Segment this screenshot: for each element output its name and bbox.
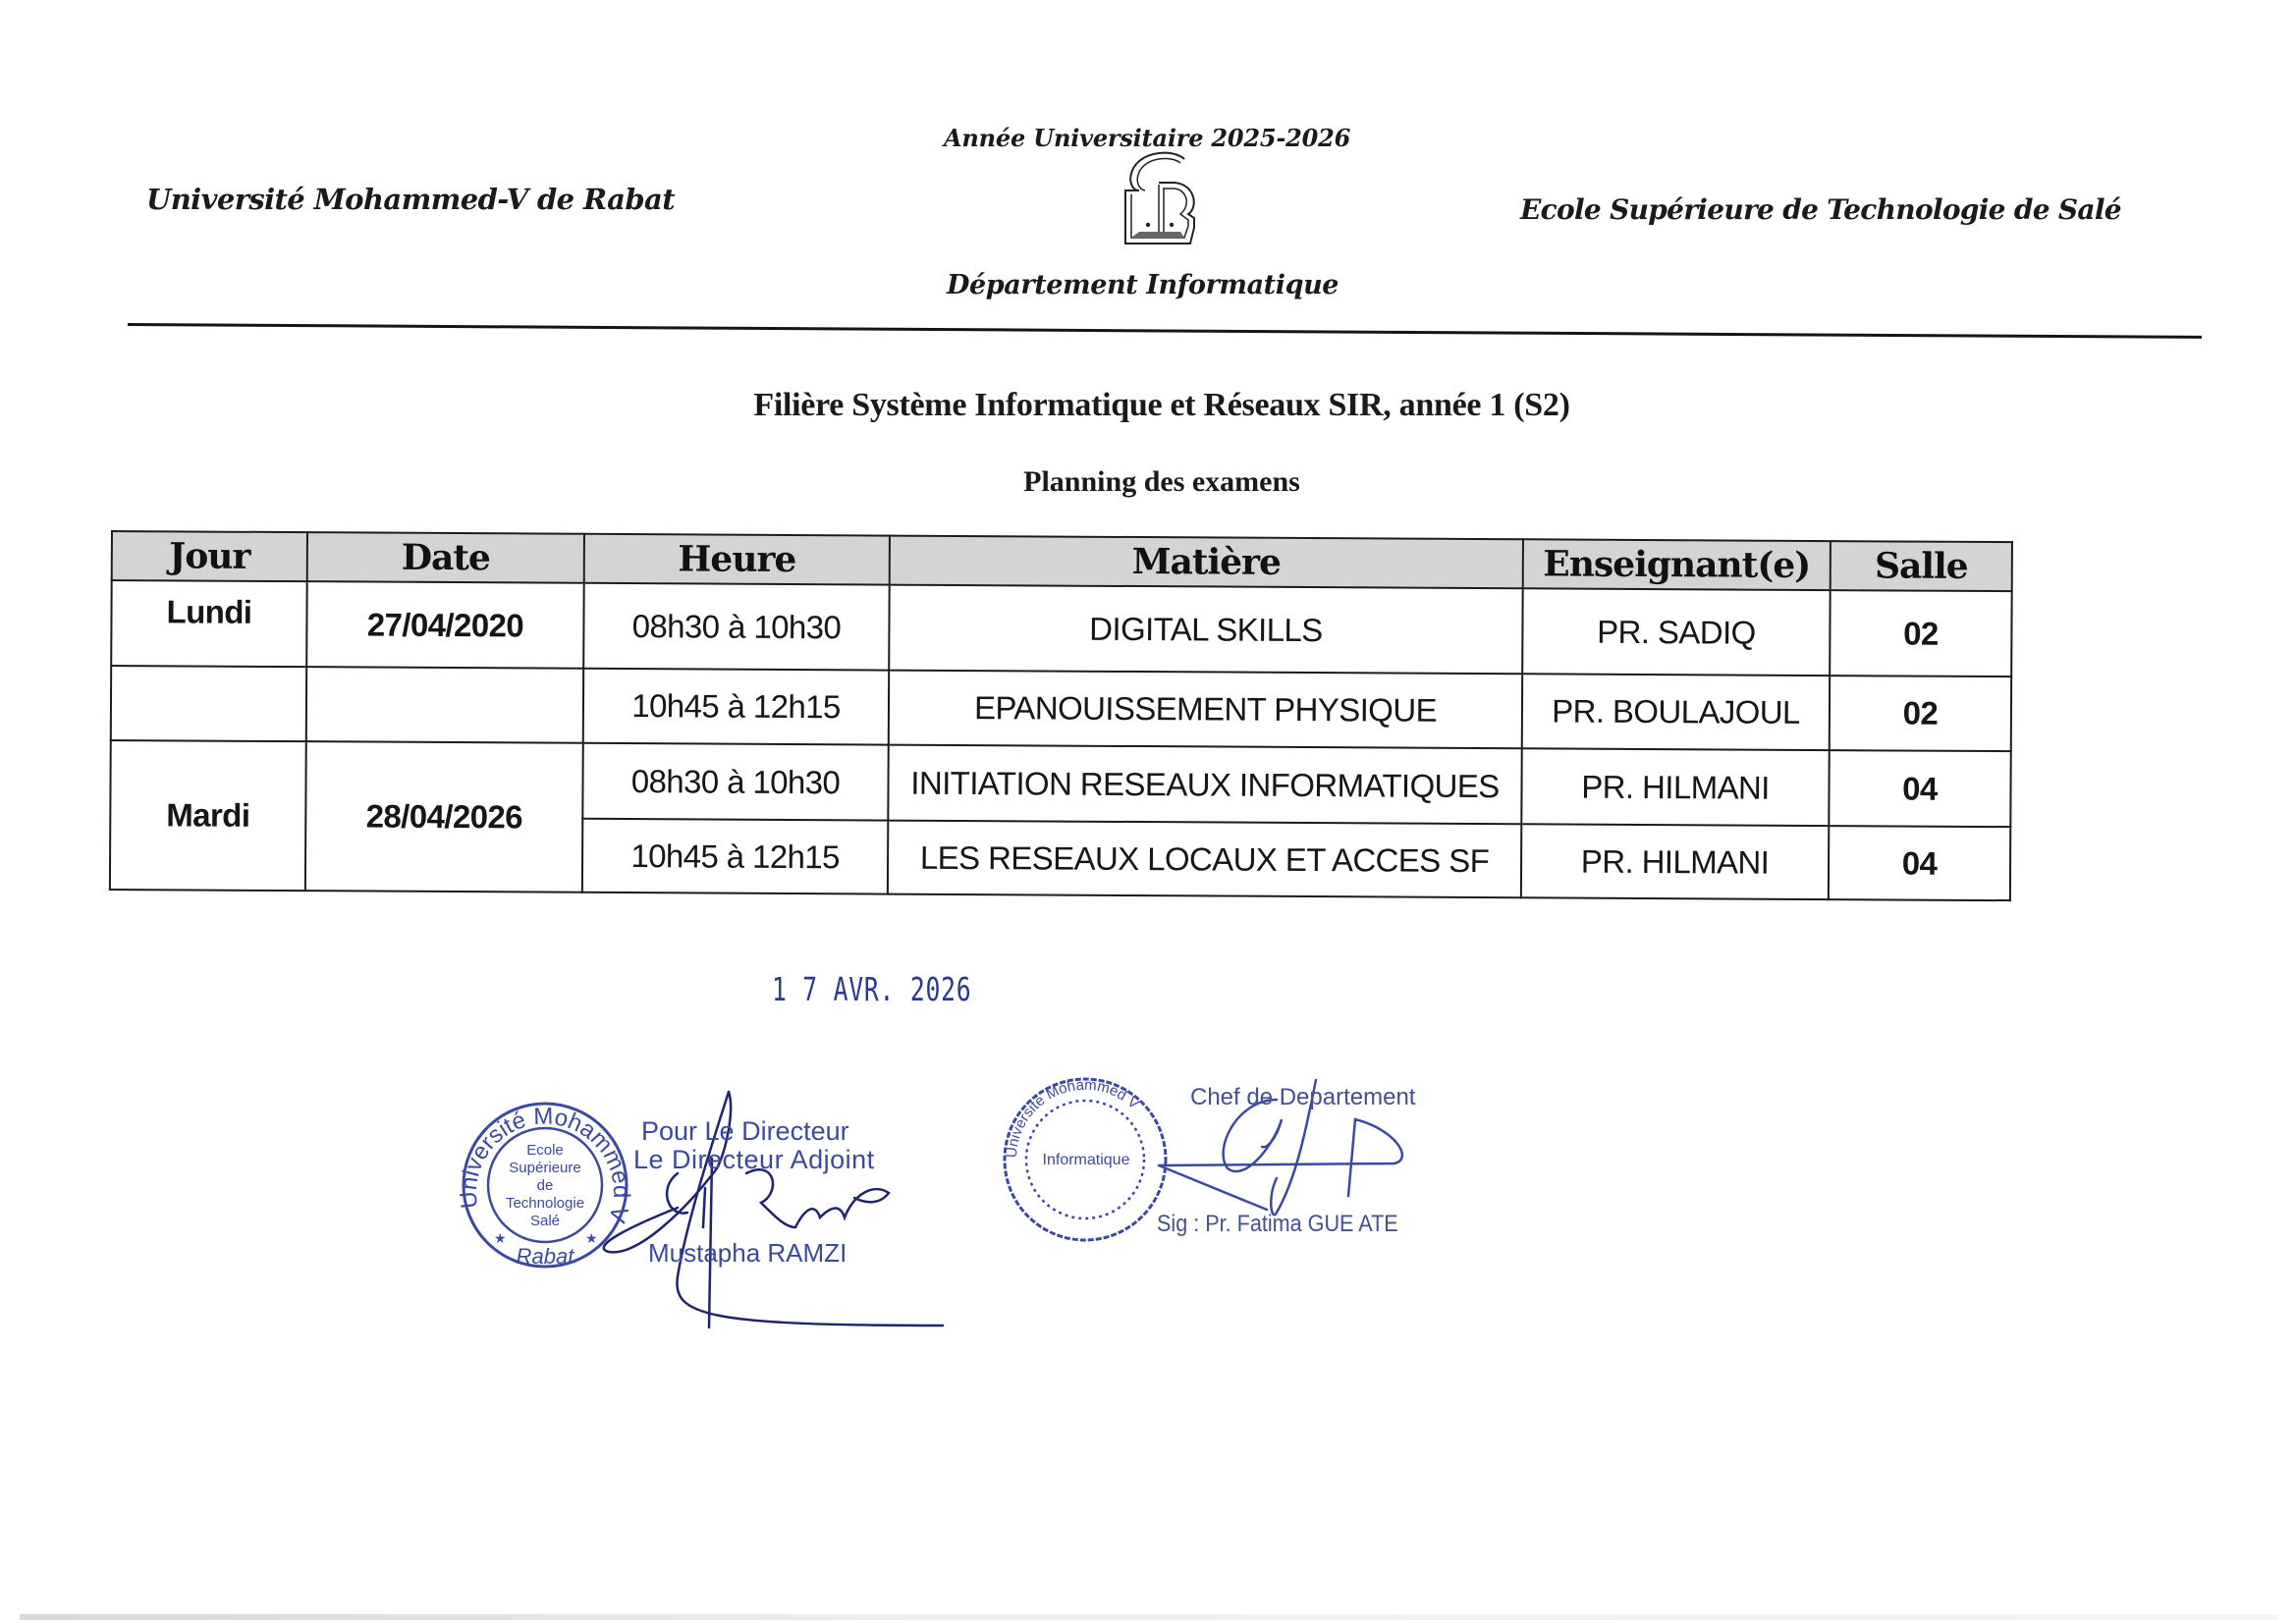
academic-year: Année Universitaire 2025-2026 xyxy=(944,124,1351,152)
table-row xyxy=(111,580,2011,676)
cell-salle: 04 xyxy=(1829,826,2010,900)
director-name: Mustapha RAMZI xyxy=(648,1238,847,1268)
cell-enseignant: PR. HILMANI xyxy=(1521,748,1829,826)
cell-date: 28/04/2026 xyxy=(305,741,583,893)
university-name: Université Mohammed-V de Rabat xyxy=(146,183,676,216)
received-date-stamp: 1 7 AVR. 2026 xyxy=(772,970,972,1008)
school-name: Ecole Supérieure de Technologie de Salé xyxy=(1520,193,2121,226)
program-title: Filière Système Informatique et Réseaux SIR, année 1 (S2) xyxy=(753,387,1570,423)
column-header-date: Date xyxy=(307,532,584,583)
director-title-line: Pour Le Directeur xyxy=(641,1116,849,1146)
school-logo-icon xyxy=(1120,149,1200,247)
seal-star-icon: ★ xyxy=(494,1231,507,1247)
seal-inner-line: Salé xyxy=(529,1213,561,1229)
seal-inner-line: Technologie xyxy=(505,1195,585,1212)
deputy-director-title-line: Le Directeur Adjoint xyxy=(633,1145,875,1174)
column-header-heure: Heure xyxy=(584,534,890,585)
seal-inner-line: Supérieure xyxy=(509,1160,581,1176)
director-seal-inner-text xyxy=(506,1142,584,1229)
cell-salle: 02 xyxy=(1830,676,2011,751)
cell-heure: 10h45 à 12h15 xyxy=(582,819,888,894)
cell-matiere: INITIATION RESEAUX INFORMATIQUES xyxy=(888,745,1521,825)
cell-jour: Mardi xyxy=(110,740,306,891)
cell-date xyxy=(306,667,583,743)
table-row xyxy=(111,666,2011,751)
scan-edge-shadow xyxy=(20,1614,2278,1620)
cell-matiere: LES RESEAUX LOCAUX ET ACCES SF xyxy=(888,821,1521,898)
page-subtitle: Planning des examens xyxy=(1023,465,1300,498)
seal-inner-line: Ecole xyxy=(526,1142,564,1159)
column-header-salle: Salle xyxy=(1831,541,2012,591)
seal-star-icon: ★ xyxy=(585,1231,598,1247)
cell-heure: 08h30 à 10h30 xyxy=(582,743,888,821)
cell-matiere: DIGITAL SKILLS xyxy=(889,585,1522,675)
cell-enseignant: PR. BOULAJOUL xyxy=(1522,674,1830,750)
cell-heure: 08h30 à 10h30 xyxy=(583,583,889,671)
cell-heure: 10h45 à 12h15 xyxy=(583,669,889,745)
department-seal-icon xyxy=(1005,1079,1166,1240)
column-header-matiere: Matière xyxy=(890,536,1523,589)
cell-date: 27/04/2020 xyxy=(306,581,583,669)
cell-enseignant: PR. SADIQ xyxy=(1522,588,1830,676)
seal-inner-line: de xyxy=(536,1177,554,1194)
director-seal-icon xyxy=(464,1104,627,1267)
director-seal-bottom-text: Rabat xyxy=(516,1244,574,1269)
department-head-name: Sig : Pr. Fatima GUE ATE xyxy=(1157,1211,1398,1237)
column-header-jour: Jour xyxy=(112,531,307,581)
table-row xyxy=(110,740,2010,827)
cell-matiere: EPANOUISSEMENT PHYSIQUE xyxy=(889,671,1522,749)
header-divider xyxy=(128,323,2202,339)
cell-enseignant: PR. HILMANI xyxy=(1521,824,1829,899)
department-name: Département Informatique xyxy=(947,270,1339,300)
column-header-enseignant: Enseignant(e) xyxy=(1523,539,1831,590)
director-seal-outer-text: Université Mohammed V xyxy=(455,1103,635,1226)
cell-jour: Lundi xyxy=(111,580,306,667)
department-head-title: Chef de Departement xyxy=(1190,1084,1416,1110)
cell-salle: 02 xyxy=(1830,590,2011,676)
cell-salle: 04 xyxy=(1829,750,2010,827)
department-seal-inner-text: Informatique xyxy=(1042,1152,1130,1168)
cell-jour xyxy=(111,666,306,741)
department-seal-outer-text: Université Mohammed V xyxy=(1003,1076,1143,1159)
exam-schedule-table xyxy=(109,530,2013,901)
